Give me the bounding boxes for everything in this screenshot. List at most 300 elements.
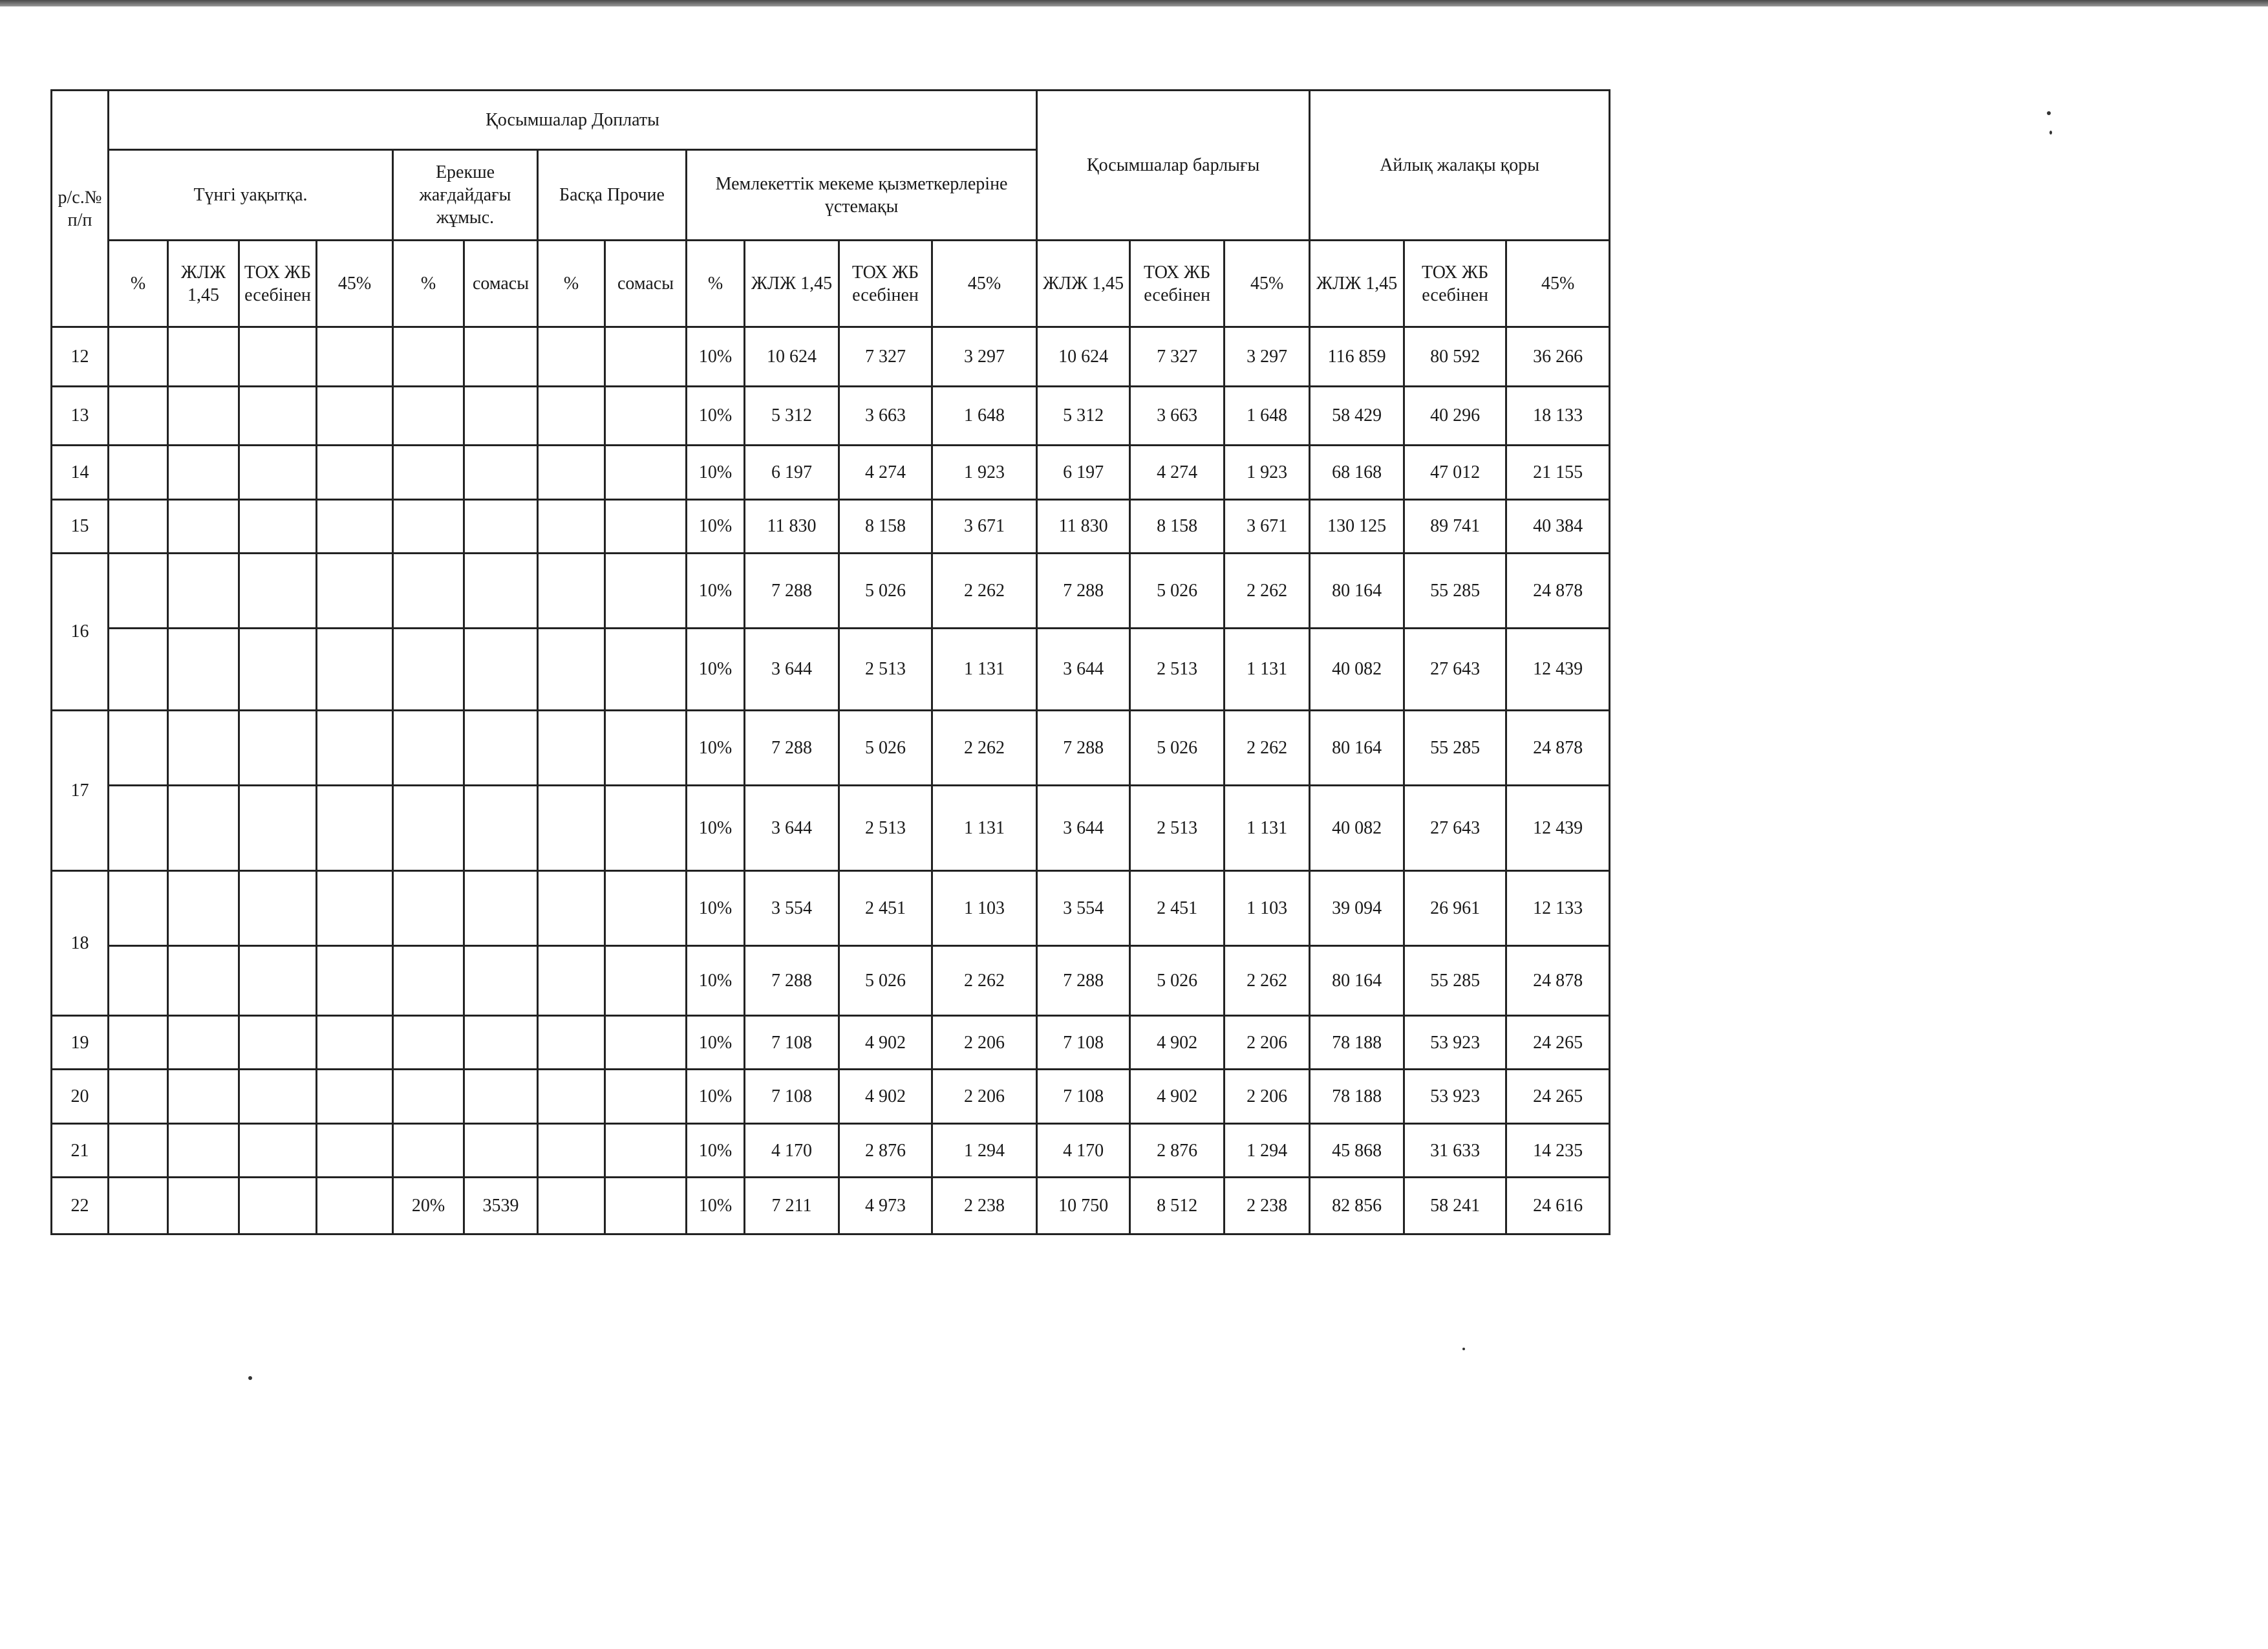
cell-night-zhlzh [168,446,239,499]
cell-sp-pct: 20% [393,1178,464,1234]
cell-night-45 [317,446,393,499]
cell-night-zhlzh [168,870,239,945]
cell-sp-sum [464,710,538,785]
cell-night-pct [109,710,168,785]
row-number-cell: 16 [52,554,109,710]
cell-ot-pct [538,386,605,446]
cell-ta-zhlzh: 5 312 [1037,386,1130,446]
cell-st-tox: 2 513 [839,785,932,870]
cell-st-zhlzh: 5 312 [745,386,839,446]
cell-night-pct [109,1070,168,1123]
cell-ta-45: 2 238 [1225,1178,1310,1234]
cell-ta-tox: 8 512 [1130,1178,1225,1234]
cell-night-tox [239,785,317,870]
table-row [52,1070,1610,1123]
cell-st-tox: 4 902 [839,1015,932,1069]
cell-ot-pct [538,785,605,870]
cell-ta-45: 2 262 [1225,554,1310,629]
cell-night-45 [317,1070,393,1123]
cell-sp-sum [464,499,538,553]
subheader-state-zhlzh: ЖЛЖ 1,45 [745,241,839,327]
cell-sp-sum [464,386,538,446]
cell-ta-tox: 4 902 [1130,1070,1225,1123]
cell-ta-45: 2 206 [1225,1070,1310,1123]
cell-ot-sum [605,499,687,553]
cell-ta-45: 1 131 [1225,629,1310,710]
cell-ot-sum [605,446,687,499]
cell-sp-sum [464,327,538,387]
cell-sp-sum [464,945,538,1015]
cell-mf-zhlzh: 78 188 [1310,1070,1404,1123]
cell-ot-pct [538,1015,605,1069]
cell-ot-sum [605,1178,687,1234]
row-number-cell: 19 [52,1015,109,1069]
cell-night-45 [317,1123,393,1177]
cell-sp-pct [393,945,464,1015]
cell-night-zhlzh [168,710,239,785]
cell-st-zhlzh: 7 108 [745,1015,839,1069]
payroll-additions-table [50,89,1610,1235]
subheader-fund-zhlzh: ЖЛЖ 1,45 [1310,241,1404,327]
cell-ta-tox: 2 513 [1130,785,1225,870]
header-state-allowance: Мемлекеттік мекеме қызметкерлеріне үстемақы [687,150,1037,241]
cell-mf-45: 24 616 [1506,1178,1610,1234]
cell-night-zhlzh [168,1123,239,1177]
cell-mf-45: 14 235 [1506,1123,1610,1177]
header-monthly-fund: Айлық жалақы қоры [1310,91,1610,241]
cell-ta-tox: 3 663 [1130,386,1225,446]
cell-ta-zhlzh: 11 830 [1037,499,1130,553]
cell-ta-tox: 7 327 [1130,327,1225,387]
cell-night-45 [317,710,393,785]
table-row [52,785,1610,870]
cell-st-pct: 10% [687,710,745,785]
cell-ta-zhlzh: 7 288 [1037,554,1130,629]
cell-ot-pct [538,1123,605,1177]
cell-st-45: 3 297 [932,327,1037,387]
cell-mf-zhlzh: 39 094 [1310,870,1404,945]
cell-mf-45: 24 265 [1506,1015,1610,1069]
row-number-cell: 13 [52,386,109,446]
cell-ta-zhlzh: 10 624 [1037,327,1130,387]
table-row [52,327,1610,387]
cell-night-45 [317,386,393,446]
subheader-state-tox: ТОХ ЖБ есебінен [839,241,932,327]
table-row [52,554,1610,629]
cell-st-45: 1 103 [932,870,1037,945]
cell-ta-45: 2 206 [1225,1015,1310,1069]
cell-st-45: 2 238 [932,1178,1037,1234]
cell-night-tox [239,1015,317,1069]
cell-st-pct: 10% [687,1123,745,1177]
cell-sp-sum [464,785,538,870]
cell-ta-tox: 8 158 [1130,499,1225,553]
cell-sp-pct [393,327,464,387]
cell-night-45 [317,1015,393,1069]
cell-ta-tox: 5 026 [1130,554,1225,629]
cell-ot-pct [538,629,605,710]
cell-night-45 [317,629,393,710]
cell-st-pct: 10% [687,870,745,945]
cell-st-pct: 10% [687,554,745,629]
cell-ot-pct [538,499,605,553]
subheader-total-45: 45% [1225,241,1310,327]
cell-st-45: 1 131 [932,629,1037,710]
cell-ta-tox: 5 026 [1130,945,1225,1015]
cell-night-pct [109,629,168,710]
cell-night-zhlzh [168,1015,239,1069]
cell-mf-zhlzh: 116 859 [1310,327,1404,387]
cell-ot-pct [538,446,605,499]
cell-night-zhlzh [168,945,239,1015]
cell-night-tox [239,629,317,710]
cell-st-pct: 10% [687,945,745,1015]
cell-sp-pct [393,499,464,553]
cell-mf-tox: 55 285 [1404,710,1506,785]
cell-st-pct: 10% [687,1015,745,1069]
cell-ot-sum [605,945,687,1015]
cell-night-zhlzh [168,327,239,387]
cell-st-tox: 5 026 [839,554,932,629]
cell-mf-zhlzh: 130 125 [1310,499,1404,553]
cell-mf-45: 18 133 [1506,386,1610,446]
cell-ot-pct [538,1178,605,1234]
cell-st-45: 2 206 [932,1070,1037,1123]
cell-sp-sum [464,1015,538,1069]
cell-night-tox [239,554,317,629]
cell-ta-tox: 2 876 [1130,1123,1225,1177]
cell-night-tox [239,1123,317,1177]
subheader-night-percent: % [109,241,168,327]
cell-sp-pct [393,1070,464,1123]
cell-night-zhlzh [168,629,239,710]
table-row [52,499,1610,553]
table-row [52,710,1610,785]
cell-sp-pct [393,1015,464,1069]
cell-ot-pct [538,1070,605,1123]
cell-mf-tox: 89 741 [1404,499,1506,553]
cell-st-tox: 2 451 [839,870,932,945]
cell-night-pct [109,1123,168,1177]
cell-st-zhlzh: 7 288 [745,554,839,629]
cell-night-tox [239,327,317,387]
subheader-night-zhlzh: ЖЛЖ 1,45 [168,241,239,327]
cell-st-pct: 10% [687,629,745,710]
table-row [52,446,1610,499]
cell-night-45 [317,554,393,629]
cell-night-tox [239,710,317,785]
cell-st-45: 1 923 [932,446,1037,499]
cell-ta-zhlzh: 6 197 [1037,446,1130,499]
header-row-number: р/с.№ п/п [52,91,109,327]
row-number-cell: 12 [52,327,109,387]
cell-sp-pct [393,870,464,945]
table-row [52,386,1610,446]
cell-ta-tox: 5 026 [1130,710,1225,785]
cell-mf-tox: 55 285 [1404,554,1506,629]
cell-night-pct [109,1015,168,1069]
cell-ot-sum [605,785,687,870]
scan-speck [1462,1348,1465,1350]
cell-ta-45: 1 648 [1225,386,1310,446]
row-number-cell: 17 [52,710,109,870]
table-row [52,1123,1610,1177]
cell-mf-zhlzh: 80 164 [1310,554,1404,629]
cell-st-zhlzh: 3 554 [745,870,839,945]
cell-night-pct [109,446,168,499]
cell-ta-tox: 2 513 [1130,629,1225,710]
cell-night-45 [317,785,393,870]
cell-night-tox [239,945,317,1015]
cell-night-zhlzh [168,1178,239,1234]
cell-sp-sum [464,870,538,945]
cell-sp-pct [393,554,464,629]
cell-st-pct: 10% [687,386,745,446]
cell-st-zhlzh: 7 288 [745,710,839,785]
cell-ot-sum [605,327,687,387]
header-night-time: Түнгі уақытқа. [109,150,393,241]
cell-mf-zhlzh: 78 188 [1310,1015,1404,1069]
cell-night-45 [317,327,393,387]
cell-mf-tox: 55 285 [1404,945,1506,1015]
cell-sp-sum [464,554,538,629]
cell-sp-pct [393,785,464,870]
cell-sp-sum: 3539 [464,1178,538,1234]
subheader-fund-tox: ТОХ ЖБ есебінен [1404,241,1506,327]
table-row [52,1015,1610,1069]
cell-night-zhlzh [168,554,239,629]
table-row [52,945,1610,1015]
cell-ot-sum [605,1070,687,1123]
cell-mf-zhlzh: 68 168 [1310,446,1404,499]
cell-mf-tox: 40 296 [1404,386,1506,446]
cell-mf-45: 36 266 [1506,327,1610,387]
cell-ot-pct [538,327,605,387]
subheader-total-tox: ТОХ ЖБ есебінен [1130,241,1225,327]
cell-mf-45: 24 878 [1506,945,1610,1015]
cell-sp-pct [393,1123,464,1177]
cell-ta-zhlzh: 7 108 [1037,1015,1130,1069]
cell-st-45: 1 294 [932,1123,1037,1177]
scan-speck [248,1376,252,1380]
cell-ta-45: 2 262 [1225,710,1310,785]
cell-ot-sum [605,629,687,710]
cell-night-45 [317,1178,393,1234]
cell-night-pct [109,945,168,1015]
cell-mf-45: 40 384 [1506,499,1610,553]
cell-st-zhlzh: 7 288 [745,945,839,1015]
cell-ta-zhlzh: 7 288 [1037,710,1130,785]
cell-st-pct: 10% [687,1178,745,1234]
cell-mf-45: 24 265 [1506,1070,1610,1123]
cell-st-tox: 4 973 [839,1178,932,1234]
cell-ta-tox: 4 274 [1130,446,1225,499]
cell-st-tox: 8 158 [839,499,932,553]
cell-ta-zhlzh: 7 288 [1037,945,1130,1015]
cell-st-45: 1 648 [932,386,1037,446]
cell-mf-zhlzh: 58 429 [1310,386,1404,446]
cell-ot-sum [605,1015,687,1069]
cell-mf-tox: 26 961 [1404,870,1506,945]
cell-st-45: 2 206 [932,1015,1037,1069]
cell-ot-sum [605,554,687,629]
cell-night-pct [109,327,168,387]
cell-sp-pct [393,710,464,785]
cell-mf-45: 24 878 [1506,710,1610,785]
cell-night-tox [239,499,317,553]
subheader-special-sum: сомасы [464,241,538,327]
cell-st-tox: 5 026 [839,945,932,1015]
cell-ot-sum [605,1123,687,1177]
cell-sp-sum [464,629,538,710]
row-number-cell: 14 [52,446,109,499]
cell-ta-zhlzh: 10 750 [1037,1178,1130,1234]
cell-st-tox: 2 876 [839,1123,932,1177]
cell-st-zhlzh: 3 644 [745,629,839,710]
cell-sp-pct [393,386,464,446]
cell-mf-45: 24 878 [1506,554,1610,629]
cell-st-tox: 4 274 [839,446,932,499]
cell-st-45: 1 131 [932,785,1037,870]
cell-ta-45: 1 131 [1225,785,1310,870]
row-number-cell: 20 [52,1070,109,1123]
cell-st-45: 3 671 [932,499,1037,553]
cell-night-45 [317,870,393,945]
cell-mf-tox: 53 923 [1404,1070,1506,1123]
cell-night-tox [239,1070,317,1123]
cell-st-45: 2 262 [932,710,1037,785]
cell-st-tox: 7 327 [839,327,932,387]
cell-night-tox [239,1178,317,1234]
cell-mf-tox: 31 633 [1404,1123,1506,1177]
cell-night-pct [109,1178,168,1234]
subheader-night-tox: ТОХ ЖБ есебінен [239,241,317,327]
cell-ta-zhlzh: 4 170 [1037,1123,1130,1177]
cell-night-tox [239,446,317,499]
cell-mf-45: 12 133 [1506,870,1610,945]
cell-st-pct: 10% [687,499,745,553]
cell-ot-pct [538,870,605,945]
subheader-total-zhlzh: ЖЛЖ 1,45 [1037,241,1130,327]
cell-night-zhlzh [168,1070,239,1123]
cell-night-tox [239,870,317,945]
cell-st-zhlzh: 11 830 [745,499,839,553]
cell-night-zhlzh [168,785,239,870]
header-additions: Қосымшалар Доплаты [109,91,1037,150]
subheader-state-percent: % [687,241,745,327]
cell-night-pct [109,499,168,553]
header-other: Басқа Прочие [538,150,687,241]
cell-sp-sum [464,1070,538,1123]
cell-night-zhlzh [168,386,239,446]
cell-st-tox: 3 663 [839,386,932,446]
cell-sp-sum [464,1123,538,1177]
table-body [52,327,1610,1234]
cell-mf-zhlzh: 45 868 [1310,1123,1404,1177]
cell-ta-tox: 4 902 [1130,1015,1225,1069]
cell-ot-sum [605,710,687,785]
cell-st-zhlzh: 6 197 [745,446,839,499]
cell-ot-sum [605,386,687,446]
subheader-state-45: 45% [932,241,1037,327]
cell-st-tox: 5 026 [839,710,932,785]
cell-sp-pct [393,629,464,710]
cell-st-tox: 2 513 [839,629,932,710]
header-total-additions: Қосымшалар барлығы [1037,91,1310,241]
table-row [52,870,1610,945]
cell-night-pct [109,386,168,446]
row-number-cell: 21 [52,1123,109,1177]
cell-st-pct: 10% [687,1070,745,1123]
cell-night-pct [109,785,168,870]
cell-ta-45: 1 923 [1225,446,1310,499]
subheader-other-percent: % [538,241,605,327]
cell-st-pct: 10% [687,446,745,499]
cell-ot-sum [605,870,687,945]
cell-ta-45: 1 294 [1225,1123,1310,1177]
subheader-night-45: 45% [317,241,393,327]
cell-sp-sum [464,446,538,499]
cell-mf-45: 21 155 [1506,446,1610,499]
cell-st-zhlzh: 3 644 [745,785,839,870]
cell-ta-zhlzh: 3 554 [1037,870,1130,945]
cell-st-zhlzh: 10 624 [745,327,839,387]
cell-night-tox [239,386,317,446]
cell-sp-pct [393,446,464,499]
cell-ot-pct [538,945,605,1015]
scan-edge [0,0,2268,6]
cell-ta-45: 1 103 [1225,870,1310,945]
scan-speck [2049,131,2052,135]
cell-st-45: 2 262 [932,945,1037,1015]
cell-mf-tox: 58 241 [1404,1178,1506,1234]
row-number-cell: 15 [52,499,109,553]
cell-mf-tox: 53 923 [1404,1015,1506,1069]
cell-st-zhlzh: 4 170 [745,1123,839,1177]
subheader-other-sum: сомасы [605,241,687,327]
cell-ta-zhlzh: 7 108 [1037,1070,1130,1123]
cell-mf-45: 12 439 [1506,785,1610,870]
cell-st-pct: 10% [687,785,745,870]
cell-night-45 [317,945,393,1015]
cell-ta-45: 3 671 [1225,499,1310,553]
cell-mf-zhlzh: 80 164 [1310,710,1404,785]
subheader-special-percent: % [393,241,464,327]
cell-st-45: 2 262 [932,554,1037,629]
cell-mf-tox: 27 643 [1404,785,1506,870]
cell-st-zhlzh: 7 108 [745,1070,839,1123]
cell-mf-45: 12 439 [1506,629,1610,710]
header-special-conditions: Ерекше жағдайдағы жұмыс. [393,150,538,241]
cell-night-45 [317,499,393,553]
row-number-cell: 22 [52,1178,109,1234]
cell-mf-tox: 80 592 [1404,327,1506,387]
table-row [52,1178,1610,1234]
cell-ta-tox: 2 451 [1130,870,1225,945]
cell-ta-45: 3 297 [1225,327,1310,387]
cell-mf-zhlzh: 82 856 [1310,1178,1404,1234]
cell-mf-tox: 47 012 [1404,446,1506,499]
cell-night-zhlzh [168,499,239,553]
cell-ta-45: 2 262 [1225,945,1310,1015]
cell-mf-zhlzh: 80 164 [1310,945,1404,1015]
cell-mf-zhlzh: 40 082 [1310,629,1404,710]
cell-night-pct [109,870,168,945]
cell-ot-pct [538,554,605,629]
cell-ot-pct [538,710,605,785]
cell-st-tox: 4 902 [839,1070,932,1123]
row-number-cell: 18 [52,870,109,1015]
